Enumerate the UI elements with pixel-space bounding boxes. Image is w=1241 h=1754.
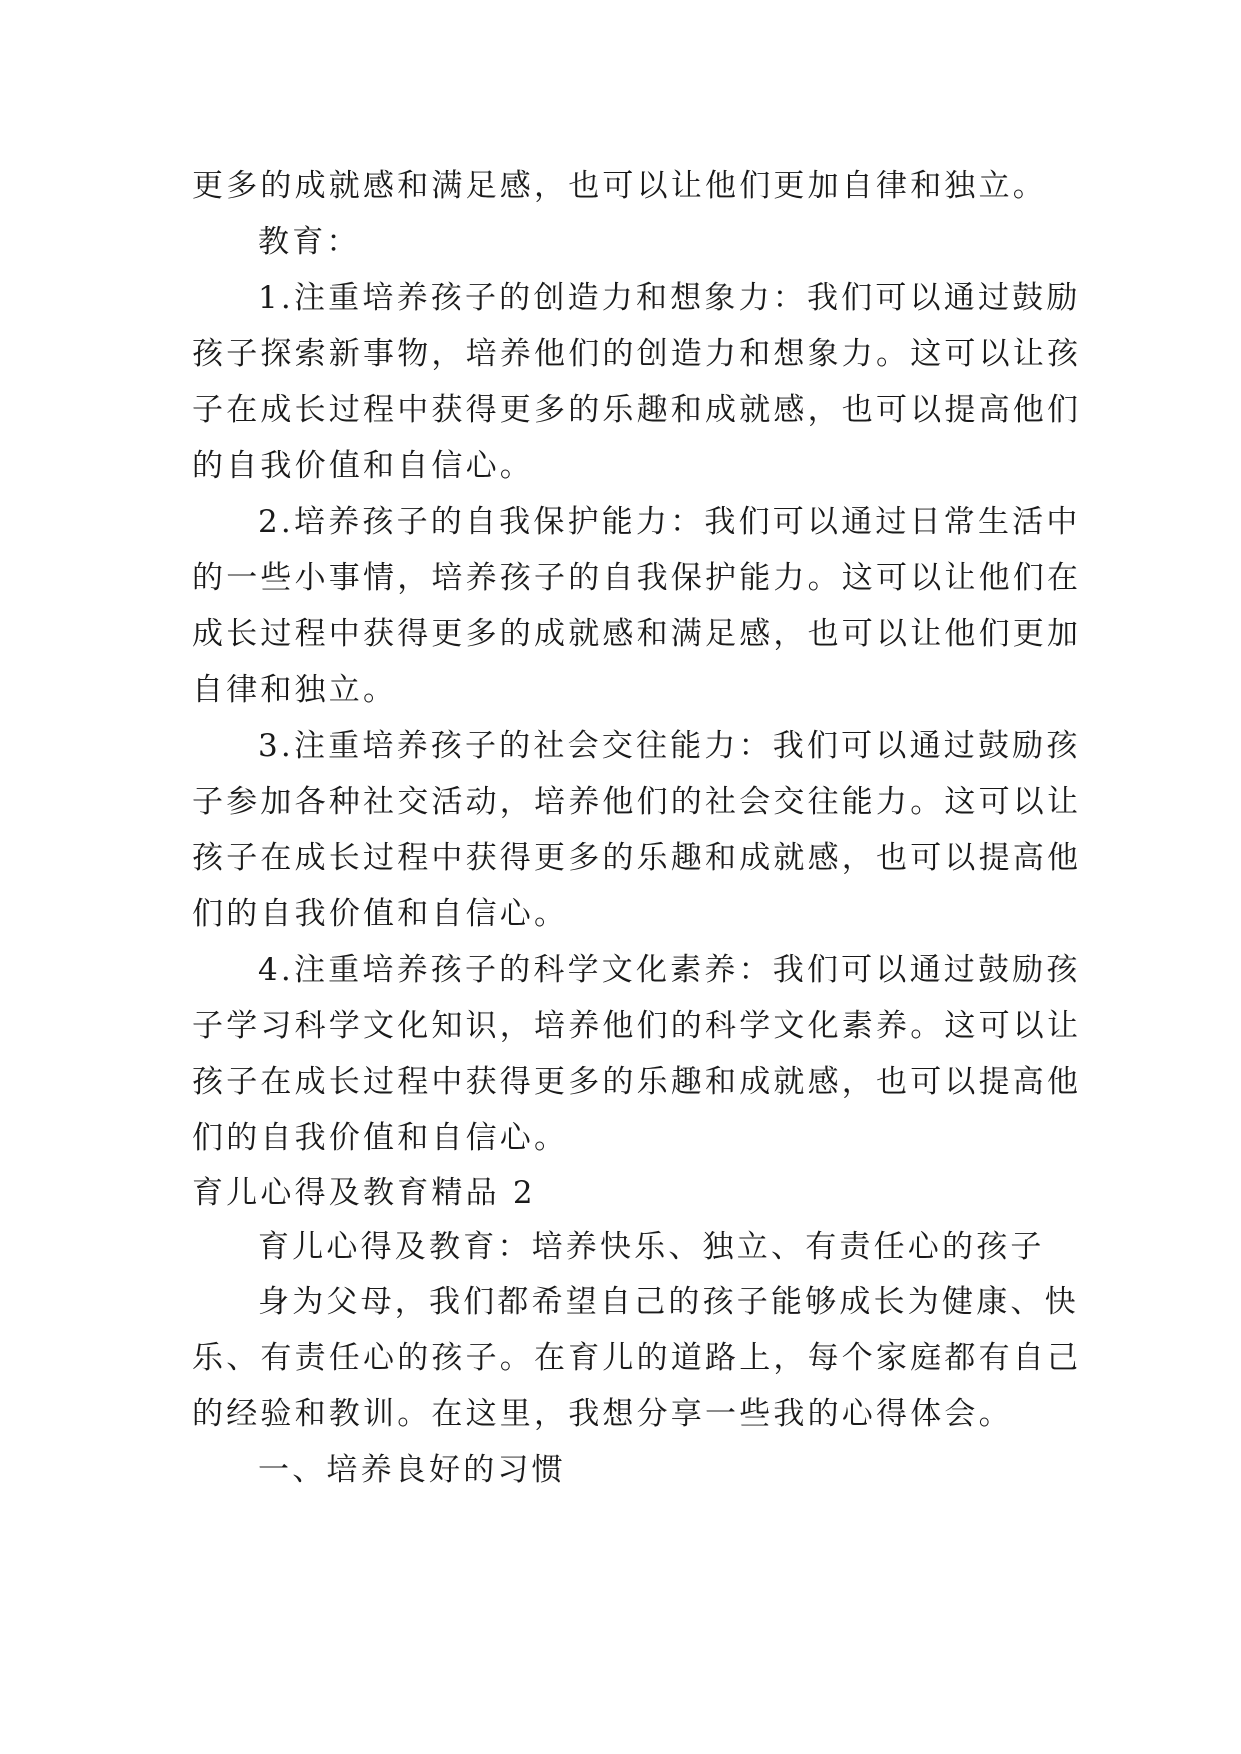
text-line: 孩子在成长过程中获得更多的乐趣和成就感，也可以提高他 (192, 1064, 1082, 1100)
document-body (192, 158, 1082, 1498)
text-line: 子学习科学文化知识，培养他们的科学文化素养。这可以让 (192, 1008, 1082, 1044)
text-line: 成长过程中获得更多的成就感和满足感，也可以让他们更加 (192, 616, 1082, 652)
list-item-2-line: 2.培养孩子的自我保护能力：我们可以通过日常生活中 (258, 504, 1081, 540)
text-line: 们的自我价值和自信心。 (192, 1120, 569, 1156)
text-line: 孩子探索新事物，培养他们的创造力和想象力。这可以让孩 (192, 336, 1082, 372)
list-item-4-line: 4.注重培养孩子的科学文化素养：我们可以通过鼓励孩 (258, 952, 1081, 988)
list-item-3-line: 3.注重培养孩子的社会交往能力：我们可以通过鼓励孩 (258, 728, 1081, 764)
text-line: 子参加各种社交活动，培养他们的社会交往能力。这可以让 (192, 784, 1082, 820)
article-subtitle: 育儿心得及教育：培养快乐、独立、有责任心的孩子 (258, 1229, 1045, 1265)
text-line: 的一些小事情，培养孩子的自我保护能力。这可以让他们在 (192, 560, 1082, 596)
text-line: 子在成长过程中获得更多的乐趣和成就感，也可以提高他们 (192, 392, 1082, 428)
text-line: 的自我价值和自信心。 (192, 448, 534, 484)
text-line: 们的自我价值和自信心。 (192, 896, 569, 932)
section-label: 教育： (258, 224, 361, 260)
text-line: 乐、有责任心的孩子。在育儿的道路上，每个家庭都有自己 (192, 1340, 1082, 1376)
article-heading: 育儿心得及教育精品 2 (192, 1175, 536, 1211)
section-heading: 一、培养良好的习惯 (258, 1452, 566, 1488)
paragraph-line: 身为父母，我们都希望自己的孩子能够成长为健康、快 (258, 1284, 1079, 1320)
text-line: 更多的成就感和满足感，也可以让他们更加自律和独立。 (192, 168, 1047, 204)
text-line: 自律和独立。 (192, 672, 398, 708)
text-line: 的经验和教训。在这里，我想分享一些我的心得体会。 (192, 1396, 1013, 1432)
text-line: 孩子在成长过程中获得更多的乐趣和成就感，也可以提高他 (192, 840, 1082, 876)
list-item-1-line: 1.注重培养孩子的创造力和想象力：我们可以通过鼓励 (258, 280, 1081, 316)
